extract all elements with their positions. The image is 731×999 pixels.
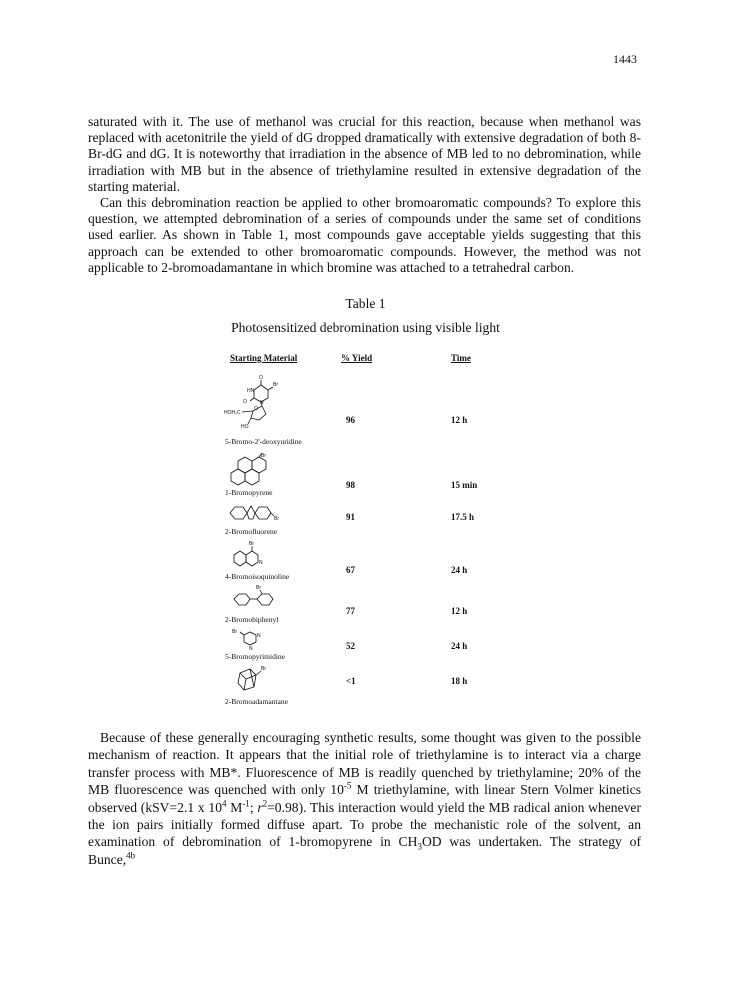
yield-value: 98	[346, 480, 355, 490]
bromoadamantane-structure	[234, 663, 270, 693]
atom-label: HN	[247, 388, 255, 394]
text-run: =0.98). This interaction would yield the MB radical anion whenever the ion pairs initially formed diffuse apart. To probe the mechanistic role of the solvent, an examination of debromination of 1-bromopyrene in CH	[88, 799, 641, 850]
atom-label: Br	[261, 666, 266, 672]
table-number: Table 1	[345, 296, 386, 311]
atom-label: Br	[273, 382, 278, 388]
atom-label: O	[259, 375, 263, 381]
atom-label: O	[254, 406, 258, 412]
atom-label: N	[249, 646, 253, 651]
compound-name: 5-Bromo-2'-deoxyuridine	[225, 437, 302, 446]
body-paragraph-2: Can this debromination reaction be applied to other bromoaromatic compounds? To explore this question, we attempted debromination of a series of compounds under the same set of conditions used earlier. As shown in Table 1, most compounds gave acceptable yields suggesting that this approach can be extended to other bromoaromatic compounds. However, the method was not applicable to 2-bromoadamantane in which bromine was attached to a tetrahedral carbon.	[88, 195, 641, 275]
time-value: 12 h	[451, 415, 468, 425]
atom-label: Br	[249, 541, 254, 547]
time-value: 12 h	[451, 606, 468, 616]
table-caption: Photosensitized debromination using visible light	[231, 320, 500, 335]
compound-name: 1-Bromopyrene	[225, 488, 273, 497]
atom-label: N	[259, 560, 263, 566]
superscript: -1	[242, 798, 250, 809]
atom-label: HO	[241, 424, 249, 430]
bromodeoxyuridine-structure	[224, 372, 294, 442]
text-run: ;	[249, 799, 258, 815]
bromoisoquinoline-structure	[232, 540, 266, 568]
superscript: -5	[343, 780, 352, 791]
bromobiphenyl-structure	[232, 583, 280, 609]
yield-value: 91	[346, 512, 355, 522]
yield-value: 96	[346, 415, 355, 425]
atom-label: Br	[232, 629, 237, 635]
yield-value: 77	[346, 606, 355, 616]
compound-name: 5-Bromopyrimidine	[225, 652, 285, 661]
time-value: 24 h	[451, 641, 468, 651]
yield-value: 52	[346, 641, 355, 651]
atom-label: O	[243, 399, 247, 405]
body-paragraph-1: saturated with it. The use of methanol was crucial for this reaction, because when methanol was replaced with acetonitrile the yield of dG dropped dramatically with extensive degradation of both 8-Br-dG and dG. It is noteworthy that irradiation in the absence of MB led to no debromination, while irradiation with MB but in the absence of triethylamine resulted in extensive degradation of the starting material.	[88, 114, 641, 194]
yield-value: 67	[346, 565, 355, 575]
atom-label: N	[257, 633, 261, 639]
superscript: 4	[222, 798, 227, 809]
atom-label: Br	[274, 516, 279, 522]
compound-name: 4-Bromoisoquinoline	[225, 572, 290, 581]
column-header-yield: % Yield	[341, 353, 373, 363]
column-header-time: Time	[451, 353, 471, 363]
body-paragraph-3	[88, 729, 641, 868]
text-run: Because of these generally encouraging synthetic results, some thought was given to the possible mechanism of reaction. It appears that the initial role of triethylamine is to interact via a charge transfer process with MB*. Fluorescence of MB is readily quenched by triethylamine; 20% of the MB fluorescence was quenched with only 10	[88, 730, 641, 798]
text-run: M	[226, 799, 243, 815]
atom-label: Br	[256, 585, 261, 591]
yield-value: <1	[346, 676, 356, 686]
bromofluorene-structure	[228, 503, 282, 523]
compound-name: 2-Bromofluorene	[225, 527, 278, 536]
atom-label: N	[260, 400, 264, 406]
compound-name: 2-Bromoadamantane	[225, 697, 288, 706]
column-header-starting-material: Starting Material	[230, 353, 298, 363]
text-run: OD was undertaken. The strategy of Bunce,	[88, 834, 641, 867]
time-value: 24 h	[451, 565, 468, 575]
atom-label: Br	[261, 453, 266, 459]
text-run: M triethylamine, with linear Stern Volmer kinetics observed (kSV=2.1 x 10	[88, 782, 641, 815]
bromopyrimidine-structure	[232, 627, 268, 651]
reference-superscript: 4b	[126, 850, 136, 861]
atom-label: HOH₂C	[224, 410, 241, 416]
time-value: 18 h	[451, 676, 468, 686]
superscript: 2	[262, 798, 268, 809]
bromopyrene-structure	[230, 452, 274, 486]
compound-name: 2-Bromobiphenyl	[225, 615, 279, 624]
italic-symbol: r	[257, 799, 263, 815]
page-number: 1443	[613, 52, 637, 66]
time-value: 17.5 h	[451, 512, 475, 522]
time-value: 15 min	[451, 480, 478, 490]
subscript: 3	[417, 842, 422, 853]
